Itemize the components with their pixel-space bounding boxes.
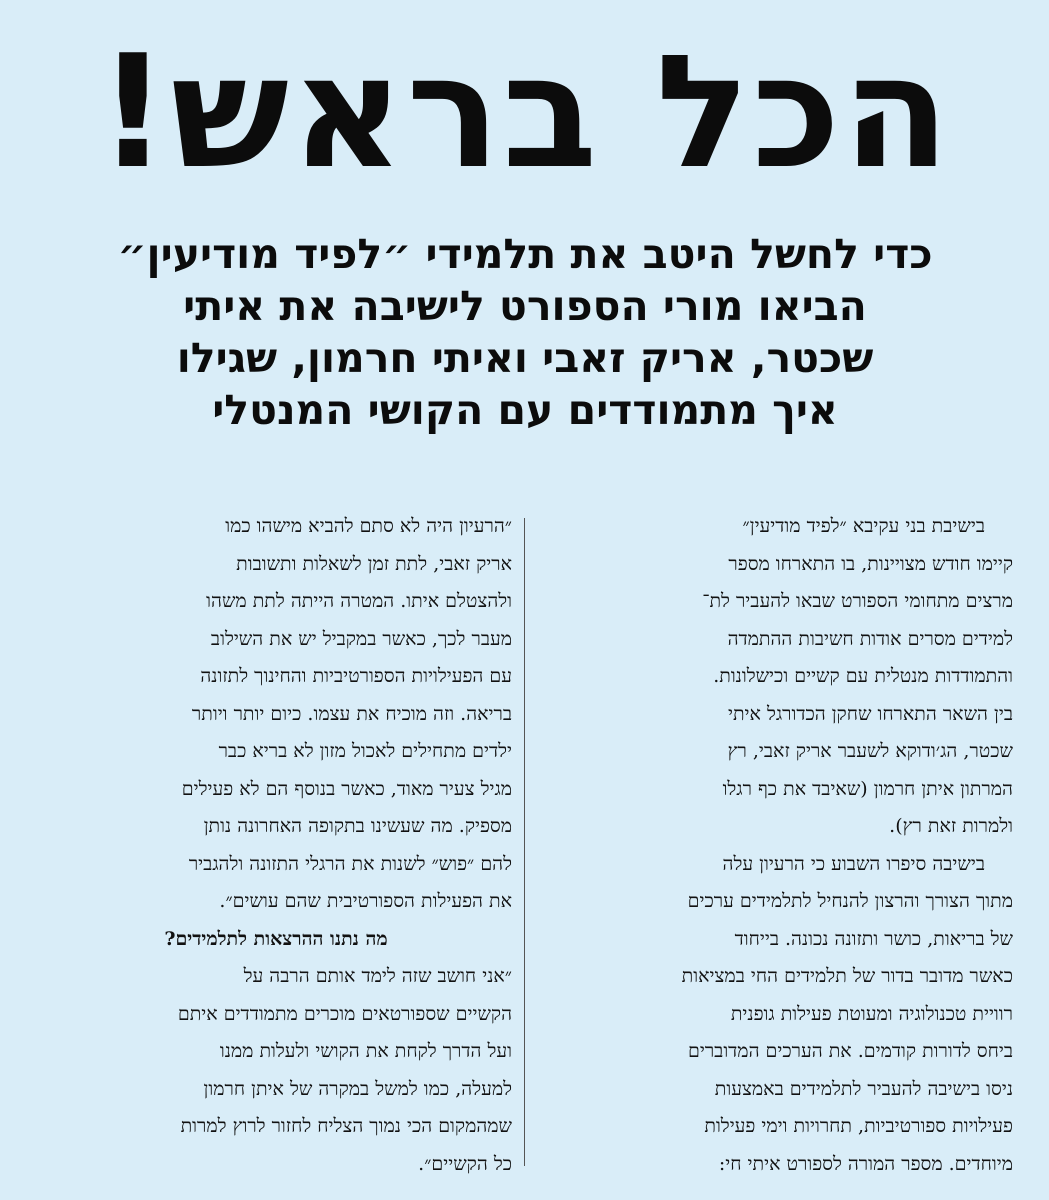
subhead-line: הביאו מורי הספורט לישיבה את איתי xyxy=(183,282,867,330)
body-line: את הפעילות הספורטיבית שהם עושים״. xyxy=(219,890,512,912)
body-line: בישיבת בני עקיבא ״לפיד מודיעין״ xyxy=(742,515,985,537)
body-line: הקשיים שספורטאים מוכרים מתמודדים איתם xyxy=(177,1002,512,1025)
body-line: ניסו בישיבה להעביר לתלמידים באמצעות xyxy=(714,1077,1013,1100)
body-line: עם הפעילויות הספורטיביות והחינוך לתזונה xyxy=(200,665,512,687)
body-line: אריק זאבי, לתת זמן לשאלות ותשובות xyxy=(236,552,512,575)
body-line: כל הקשיים״. xyxy=(418,1152,512,1175)
body-line: ״הרעיון היה לא סתם להביא מישהו כמו xyxy=(225,515,512,537)
body-line: בישיבה סיפרו השבוע כי הרעיון עלה xyxy=(722,852,985,875)
subhead-line: איך מתמודדים עם הקושי המנטלי xyxy=(212,386,838,434)
body-line: ועל הדרך לקחת את הקושי ולעלות ממנו xyxy=(219,1040,512,1062)
body-line: שכטר, הג׳ודוקא לשעבר אריק זאבי, רץ xyxy=(727,740,1013,762)
column-divider xyxy=(524,518,525,1166)
right-column xyxy=(541,508,1013,1183)
body-line: מעבר לכך, כאשר במקביל יש את השילוב xyxy=(210,627,512,650)
interview-question: מה נתנו ההרצאות לתלמידים? xyxy=(164,927,388,950)
body-line: מתוך הצורך והרצון להנחיל לתלמידים ערכים xyxy=(687,890,1013,912)
body-line: למעלה, כמו למשל במקרה של איתן חרמון xyxy=(203,1077,512,1100)
body-line: המרתון איתן חרמון (שאיבד את כף רגלו xyxy=(722,777,1013,800)
left-column xyxy=(40,508,512,1183)
body-line: כאשר מדובר בדור של תלמידים החי במציאות xyxy=(681,965,1013,987)
subhead xyxy=(60,228,990,436)
body-line: מספיק. מה שעשינו בתקופה האחרונה נותן xyxy=(203,815,512,837)
body-line: ״אני חושב שזה לימד אותם הרבה על xyxy=(243,965,512,987)
body-line: ולמרות זאת רץ). xyxy=(889,815,1013,837)
body-line: מגיל צעיר מאוד, כאשר בנוסף הם לא פעילים xyxy=(181,777,512,800)
subhead-line: שכטר, אריק זאבי ואיתי חרמון, שגילו xyxy=(176,334,874,382)
body-line: שמהמקום הכי נמוך הצליח לחזור לרוץ למרות xyxy=(180,1115,512,1137)
subhead-line: כדי לחשל היטב את תלמידי ״לפיד מודיעין״ xyxy=(117,230,933,278)
body-line: בין השאר התארחו שחקן הכדורגל איתי xyxy=(727,702,1013,725)
body-line: של בריאות, כושר ותזונה נכונה. בייחוד xyxy=(734,927,1013,950)
body-line: ולהצטלם איתו. המטרה הייתה לתת משהו xyxy=(206,590,512,612)
body-line: ילדים מתחילים לאכול מזון לא בריא כבר xyxy=(218,740,512,762)
body-line: קיימו חודש מצויינות, בו התארחו מספר xyxy=(728,552,1013,575)
body-line: מיוחדים. מספר המורה לספורט איתי חי: xyxy=(718,1152,1013,1175)
body-line: בריאה. וזה מוכיח את עצמו. כיום יותר ויותר xyxy=(191,702,512,725)
body-line: והתמודדות מנטלית עם קשיים וכישלונות. xyxy=(713,665,1013,687)
body-line: רוויית טכנולוגיה ומעוטת פעילות גופנית xyxy=(730,1002,1013,1025)
body-line: ביחס לדורות קודמים. את הערכים המדוברים xyxy=(687,1040,1013,1062)
headline: הכל בראש! xyxy=(97,21,952,203)
body-line: למידים מסרים אודות חשיבות ההתמדה xyxy=(727,627,1013,650)
body-line: פעילויות ספורטיביות, תחרויות וימי פעילות xyxy=(704,1115,1013,1137)
body-line: מרצים מתחומי הספורט שבאו להעביר לת־ xyxy=(702,590,1013,612)
body-line: להם ״פוש״ לשנות את הרגלי התזונה ולהגביר xyxy=(188,852,512,875)
